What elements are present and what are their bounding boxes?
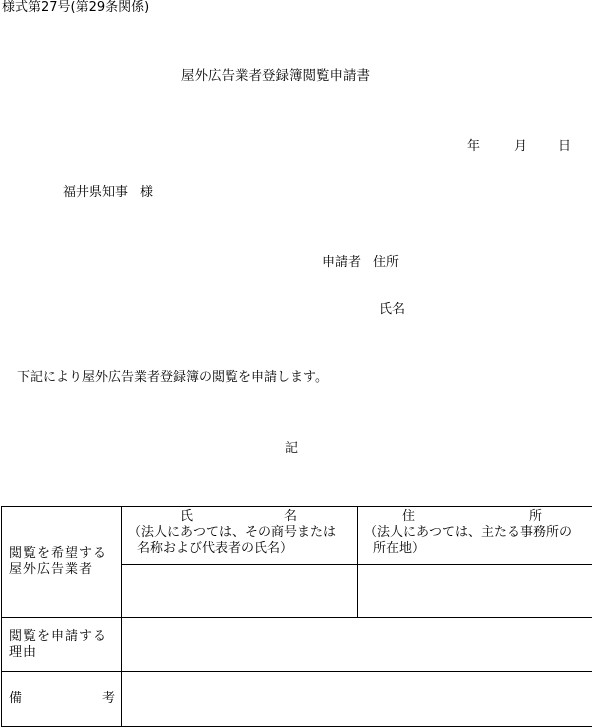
name-entry-cell[interactable] bbox=[122, 565, 358, 618]
body-text: 下記により屋外広告業者登録簿の閲覧を申請します。 bbox=[17, 370, 328, 385]
reason-label bbox=[2, 618, 122, 672]
requested-business-label bbox=[2, 507, 122, 618]
address-header-a: 住 bbox=[402, 509, 416, 524]
name-header-b: 名 bbox=[283, 509, 297, 524]
address-column-header bbox=[358, 507, 592, 565]
reason-label-line2: 理由 bbox=[9, 644, 38, 660]
remarks-entry-cell[interactable] bbox=[122, 672, 592, 727]
address-label: 住所 bbox=[373, 255, 400, 270]
reason-entry-cell[interactable] bbox=[122, 618, 592, 672]
date-month: 月 bbox=[514, 139, 528, 154]
applicant-name-label: 氏名 bbox=[379, 302, 406, 317]
address-entry-cell[interactable] bbox=[358, 565, 592, 618]
ki-label: 記 bbox=[285, 441, 299, 456]
address-header-b: 所 bbox=[528, 509, 542, 524]
applicant-address-line bbox=[322, 255, 399, 271]
remarks-label-a: 備 bbox=[9, 691, 23, 706]
applicant-label: 申請者 bbox=[322, 255, 362, 270]
form-number: 様式第27号(第29条関係) bbox=[2, 0, 150, 15]
name-header-note2: 名称および代表者の氏名） bbox=[137, 541, 294, 556]
addressee-name: 福井県知事 bbox=[63, 185, 129, 200]
name-header-note1: （法人にあつては、その商号または bbox=[128, 525, 337, 540]
reason-label-line1: 閲覧を申請する bbox=[9, 628, 108, 644]
requested-business-label-line2: 屋外広告業者 bbox=[9, 562, 94, 577]
remarks-label bbox=[2, 672, 122, 727]
requested-business-label-line1: 閲覧を希望する bbox=[9, 546, 108, 561]
address-header-note2: 所在地） bbox=[373, 541, 426, 556]
date-day: 日 bbox=[558, 139, 572, 154]
name-column-header bbox=[122, 507, 358, 565]
addressee bbox=[63, 185, 153, 201]
application-table bbox=[1, 506, 592, 727]
address-header-note1: （法人にあつては、主たる事務所の bbox=[364, 525, 573, 540]
document-title: 屋外広告業者登録簿閲覧申請書 bbox=[181, 68, 370, 84]
date-year: 年 bbox=[467, 139, 481, 154]
name-header-a: 氏 bbox=[180, 509, 194, 524]
remarks-label-b: 考 bbox=[101, 691, 115, 706]
addressee-honorific: 様 bbox=[140, 185, 154, 200]
